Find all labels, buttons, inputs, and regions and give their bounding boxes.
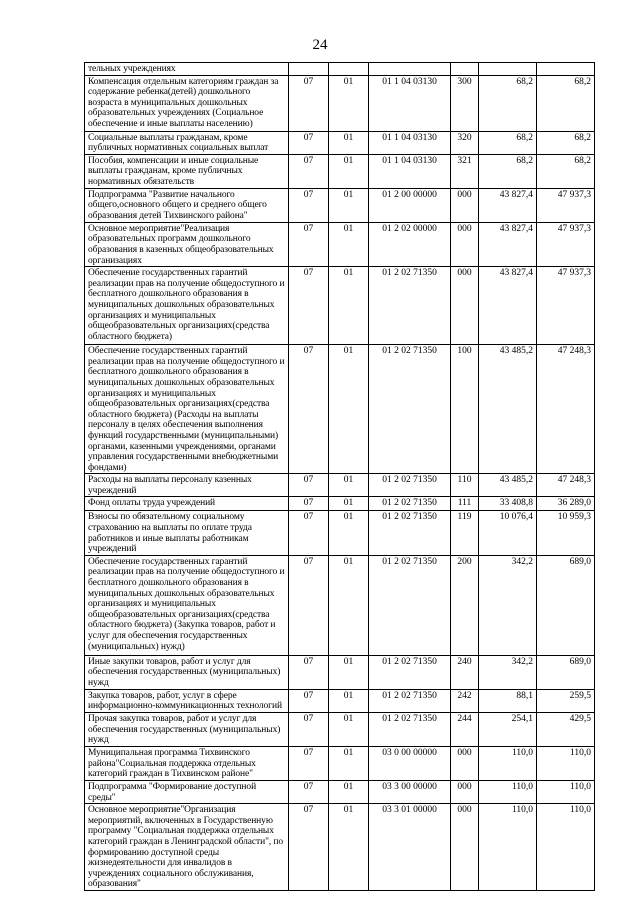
row-name-cell: Муниципальная программа Тихвинского района"Социальная поддержка отдельных категорий граждан в Тихвинском районе" <box>85 747 289 781</box>
target-article-code-cell: 01 2 02 71350 <box>369 555 451 655</box>
section-code-cell: 07 <box>289 511 329 555</box>
subsection-code-cell: 01 <box>329 474 369 497</box>
amount-year1-cell: 33 408,8 <box>479 497 537 511</box>
amount-year1-cell: 68,2 <box>479 75 537 131</box>
amount-year1-cell: 10 076,4 <box>479 511 537 555</box>
expense-type-code-cell: 000 <box>451 781 479 804</box>
amount-year2-cell: 110,0 <box>537 747 595 781</box>
section-code-cell: 07 <box>289 131 329 154</box>
table-row <box>85 555 595 655</box>
section-code-cell: 07 <box>289 689 329 712</box>
amount-year2-cell: 68,2 <box>537 131 595 154</box>
target-article-code-cell: 01 2 02 71350 <box>369 655 451 689</box>
subsection-code-cell: 01 <box>329 804 369 891</box>
target-article-code-cell: 01 1 04 03130 <box>369 75 451 131</box>
expense-type-code-cell: 119 <box>451 511 479 555</box>
table-row <box>85 75 595 131</box>
expense-type-code-cell: 320 <box>451 131 479 154</box>
table-row <box>85 511 595 555</box>
row-name-cell: Фонд оплаты труда учреждений <box>85 497 289 511</box>
amount-year2-cell: 47 937,3 <box>537 188 595 222</box>
section-code-cell: 07 <box>289 345 329 474</box>
amount-year1-cell: 43 827,4 <box>479 188 537 222</box>
page-number: 24 <box>312 37 328 53</box>
amount-year2-cell: 10 959,3 <box>537 511 595 555</box>
amount-year2-cell: 68,2 <box>537 75 595 131</box>
target-article-code-cell: 01 2 02 71350 <box>369 345 451 474</box>
subsection-code-cell: 01 <box>329 713 369 747</box>
subsection-code-cell: 01 <box>329 555 369 655</box>
expense-type-code-cell: 200 <box>451 555 479 655</box>
amount-year1-cell: 254,1 <box>479 713 537 747</box>
subsection-code-cell: 01 <box>329 75 369 131</box>
section-code-cell: 07 <box>289 154 329 188</box>
target-article-code-cell: 01 2 02 71350 <box>369 713 451 747</box>
amount-year2-cell: 429,5 <box>537 713 595 747</box>
section-code-cell: 07 <box>289 804 329 891</box>
section-code-cell: 07 <box>289 747 329 781</box>
subsection-code-cell: 01 <box>329 781 369 804</box>
amount-year1-cell: 43 827,4 <box>479 222 537 266</box>
table-row <box>85 131 595 154</box>
target-article-code-cell: 03 3 00 00000 <box>369 781 451 804</box>
amount-year1-cell: 342,2 <box>479 655 537 689</box>
row-name-cell: Основное мероприятие"Реализация образовательных программ дошкольного образования в казенных общеобразовательных организациях <box>85 222 289 266</box>
expense-type-code-cell: 000 <box>451 267 479 345</box>
row-name-cell: Обеспечение государственных гарантий реализации прав на получение общедоступного и бесплатного дошкольного образования в муниципальных дошкольных образовательных организациях и муниципальных общеобразовательных организациях(средства областного бюджета) <box>85 267 289 345</box>
amount-year1-cell: 43 485,2 <box>479 345 537 474</box>
row-name-cell: Закупка товаров, работ, услуг в сфере информационно-коммуникационных технологий <box>85 689 289 712</box>
amount-year1-cell: 43 827,4 <box>479 267 537 345</box>
expense-type-code-cell: 321 <box>451 154 479 188</box>
section-code-cell: 07 <box>289 781 329 804</box>
amount-year1-cell <box>479 63 537 76</box>
expense-type-code-cell: 244 <box>451 713 479 747</box>
table-row <box>85 63 595 76</box>
subsection-code-cell: 01 <box>329 655 369 689</box>
table-row <box>85 781 595 804</box>
subsection-code-cell: 01 <box>329 511 369 555</box>
amount-year2-cell: 259,5 <box>537 689 595 712</box>
expense-type-code-cell: 000 <box>451 804 479 891</box>
amount-year2-cell: 47 937,3 <box>537 222 595 266</box>
subsection-code-cell: 01 <box>329 689 369 712</box>
amount-year2-cell: 47 937,3 <box>537 267 595 345</box>
row-name-cell: тельных учреждениях <box>85 63 289 76</box>
table-row <box>85 345 595 474</box>
section-code-cell: 07 <box>289 713 329 747</box>
amount-year2-cell: 68,2 <box>537 154 595 188</box>
amount-year2-cell: 36 289,0 <box>537 497 595 511</box>
subsection-code-cell <box>329 63 369 76</box>
table-row <box>85 188 595 222</box>
amount-year1-cell: 110,0 <box>479 804 537 891</box>
amount-year2-cell <box>537 63 595 76</box>
subsection-code-cell: 01 <box>329 222 369 266</box>
row-name-cell: Подпрограмма "Развитие начального общего,основного общего и среднего общего образования детей Тихвинского района" <box>85 188 289 222</box>
amount-year1-cell: 110,0 <box>479 781 537 804</box>
table-row <box>85 713 595 747</box>
table-row <box>85 747 595 781</box>
expense-type-code-cell: 100 <box>451 345 479 474</box>
expense-type-code-cell: 242 <box>451 689 479 712</box>
subsection-code-cell: 01 <box>329 154 369 188</box>
row-name-cell: Обеспечение государственных гарантий реализации прав на получение общедоступного и бесплатного дошкольного образования в муниципальных дошкольных образовательных организациях и муниципальных общеобразовательных организациях(средства областного бюджета) (Расходы на выплаты персоналу в целях обеспечения выполнения функций государственными (муниципальными) органами, казенными учреждениями, органами управления государственными внебюджетными фондами) <box>85 345 289 474</box>
row-name-cell: Компенсация отдельным категориям граждан за содержание ребенка(детей) дошкольного возраста в муниципальных дошкольных образовательных учреждениях (Социальное обеспечение и иные выплаты населению) <box>85 75 289 131</box>
expense-type-code-cell: 240 <box>451 655 479 689</box>
expense-type-code-cell: 111 <box>451 497 479 511</box>
section-code-cell: 07 <box>289 75 329 131</box>
section-code-cell: 07 <box>289 222 329 266</box>
subsection-code-cell: 01 <box>329 747 369 781</box>
amount-year1-cell: 68,2 <box>479 154 537 188</box>
amount-year2-cell: 110,0 <box>537 781 595 804</box>
amount-year1-cell: 68,2 <box>479 131 537 154</box>
target-article-code-cell: 03 0 00 00000 <box>369 747 451 781</box>
section-code-cell: 07 <box>289 267 329 345</box>
amount-year2-cell: 689,0 <box>537 655 595 689</box>
subsection-code-cell: 01 <box>329 131 369 154</box>
target-article-code-cell: 01 2 00 00000 <box>369 188 451 222</box>
table-row <box>85 222 595 266</box>
target-article-code-cell: 01 2 02 71350 <box>369 511 451 555</box>
section-code-cell <box>289 63 329 76</box>
table-row <box>85 497 595 511</box>
subsection-code-cell: 01 <box>329 267 369 345</box>
row-name-cell: Социальные выплаты гражданам, кроме публичных нормативных социальных выплат <box>85 131 289 154</box>
target-article-code-cell: 03 3 01 00000 <box>369 804 451 891</box>
row-name-cell: Взносы по обязательному социальному страхованию на выплаты по оплате труда работников и иные выплаты работникам учреждений <box>85 511 289 555</box>
budget-table <box>84 62 595 891</box>
section-code-cell: 07 <box>289 497 329 511</box>
table-row <box>85 267 595 345</box>
subsection-code-cell: 01 <box>329 188 369 222</box>
table-row <box>85 474 595 497</box>
table-row <box>85 655 595 689</box>
target-article-code-cell: 01 2 02 71350 <box>369 497 451 511</box>
row-name-cell: Прочая закупка товаров, работ и услуг для обеспечения государственных (муниципальных) нужд <box>85 713 289 747</box>
section-code-cell: 07 <box>289 555 329 655</box>
subsection-code-cell: 01 <box>329 497 369 511</box>
amount-year2-cell: 47 248,3 <box>537 474 595 497</box>
amount-year2-cell: 689,0 <box>537 555 595 655</box>
row-name-cell: Расходы на выплаты персоналу казенных учреждений <box>85 474 289 497</box>
amount-year1-cell: 110,0 <box>479 747 537 781</box>
target-article-code-cell: 01 2 02 71350 <box>369 267 451 345</box>
section-code-cell: 07 <box>289 655 329 689</box>
expense-type-code-cell <box>451 63 479 76</box>
target-article-code-cell: 01 2 02 71350 <box>369 474 451 497</box>
expense-type-code-cell: 000 <box>451 747 479 781</box>
expense-type-code-cell: 000 <box>451 222 479 266</box>
amount-year1-cell: 88,1 <box>479 689 537 712</box>
budget-table-body <box>85 63 595 891</box>
target-article-code-cell: 01 2 02 71350 <box>369 689 451 712</box>
table-row <box>85 689 595 712</box>
amount-year1-cell: 342,2 <box>479 555 537 655</box>
target-article-code-cell: 01 1 04 03130 <box>369 131 451 154</box>
expense-type-code-cell: 000 <box>451 188 479 222</box>
row-name-cell: Иные закупки товаров, работ и услуг для обеспечения государственных (муниципальных) нужд <box>85 655 289 689</box>
section-code-cell: 07 <box>289 474 329 497</box>
target-article-code-cell <box>369 63 451 76</box>
expense-type-code-cell: 110 <box>451 474 479 497</box>
table-row <box>85 804 595 891</box>
row-name-cell: Основное мероприятие"Организация мероприятий, включенных в Государственную программу "Социальная поддержка отдельных категорий граждан в Ленинградской области", по формированию доступной среды жизнедеятельности для инвалидов в учреждениях социального обслуживания, образования" <box>85 804 289 891</box>
target-article-code-cell: 01 2 02 00000 <box>369 222 451 266</box>
section-code-cell: 07 <box>289 188 329 222</box>
amount-year2-cell: 110,0 <box>537 804 595 891</box>
table-row <box>85 154 595 188</box>
amount-year2-cell: 47 248,3 <box>537 345 595 474</box>
row-name-cell: Пособия, компенсации и иные социальные выплаты гражданам, кроме публичных нормативных обязательств <box>85 154 289 188</box>
target-article-code-cell: 01 1 04 03130 <box>369 154 451 188</box>
row-name-cell: Обеспечение государственных гарантий реализации прав на получение общедоступного и бесплатного дошкольного образования в муниципальных дошкольных образовательных организациях и муниципальных общеобразовательных организациях(средства областного бюджета) (Закупка товаров, работ и услуг для обеспечения государственных (муниципальных) нужд) <box>85 555 289 655</box>
row-name-cell: Подпрограмма "Формирование доступной среды" <box>85 781 289 804</box>
expense-type-code-cell: 300 <box>451 75 479 131</box>
subsection-code-cell: 01 <box>329 345 369 474</box>
amount-year1-cell: 43 485,2 <box>479 474 537 497</box>
